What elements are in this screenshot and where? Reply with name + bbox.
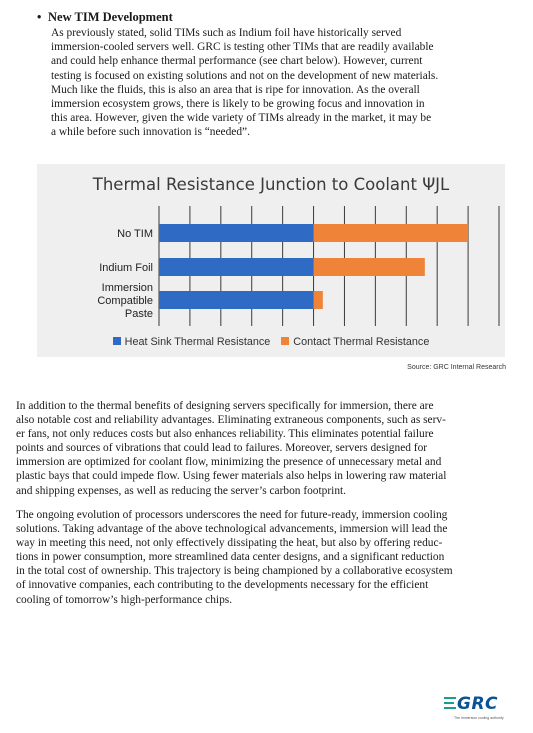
text-line: plastic bays that could impede flow. Using fewer materials also helps in lowering raw material xyxy=(16,470,447,483)
text-line: way in meeting this need, not only effectively dissipating the heat, but also by offering reduc- xyxy=(16,537,443,550)
text-line: cooling of tomorrow’s high-performance chips. xyxy=(16,593,233,606)
chart-title: Thermal Resistance Junction to Coolant ΨJL xyxy=(92,175,450,194)
text-line: a while before such innovation is “needed”. xyxy=(51,126,250,139)
text-line: tions in power consumption, more streamlined data center designs, and a significant reduction xyxy=(16,551,445,564)
section-title: New TIM Development xyxy=(48,10,173,24)
legend-label: Heat Sink Thermal Resistance xyxy=(124,336,271,348)
text-line: testing is focused on existing solutions and not on the development of new materials. xyxy=(51,69,439,82)
bar-heat-sink-2 xyxy=(159,291,314,309)
text-line: immersion are optimized for coolant flow, minimizing the presence of unnecessary metal and xyxy=(16,456,442,469)
text-line: and shipping expenses, as well as reducing the server’s carbon footprint. xyxy=(16,484,347,497)
legend-swatch-heat-sink xyxy=(113,337,121,345)
category-label: Immersion xyxy=(101,282,153,294)
category-label: No TIM xyxy=(117,228,153,240)
logo-tagline: The immersion cooling authority xyxy=(454,716,504,720)
logo-text: GRC xyxy=(457,694,499,714)
text-line: As previously stated, solid TIMs such as Indium foil have historically served xyxy=(51,27,402,39)
text-line: The ongoing evolution of processors underscores the need for future-ready, immersion cooling xyxy=(16,509,448,521)
category-label: Indium Foil xyxy=(99,262,153,274)
legend-item-contact xyxy=(281,336,429,348)
text-line: this area. However, given the wide variety of TIMs already in the market, it may be xyxy=(51,112,432,125)
text-line: immersion ecosystem grows, there is likely to be growing focus and innovation in xyxy=(51,98,425,111)
bar-contact-2 xyxy=(314,291,323,309)
text-line: solutions. Taking advantage of the above technological advancements, immersion will lead the xyxy=(16,523,448,536)
text-line: Much like the fluids, this is also an area that is ripe for innovation. As the overall xyxy=(51,83,420,96)
text-line: and could help enhance thermal performance (see chart below). However, current xyxy=(51,55,423,68)
legend-item-heat-sink xyxy=(113,336,271,348)
text-line: points and sources of vibrations that could lead to failures. Moreover, servers designed for xyxy=(16,442,428,455)
chart-plot xyxy=(37,164,505,357)
text-line: er fans, not only reduces costs but also enhances reliability. This eliminates potential failure xyxy=(16,428,434,441)
chart-source: Source: GRC Internal Research xyxy=(407,364,506,371)
text-line: immersion-cooled servers well. GRC is testing other TIMs that are readily available xyxy=(51,41,434,54)
thermal-resistance-chart xyxy=(37,164,505,357)
category-label: Compatible xyxy=(97,295,153,307)
chart-legend xyxy=(37,336,505,348)
text-line: also notable cost and reliability advantages. Eliminating extraneous components, such as serv- xyxy=(16,414,446,427)
text-line: In addition to the thermal benefits of designing servers specifically for immersion, there are xyxy=(16,400,434,412)
bar-heat-sink-1 xyxy=(159,258,314,276)
paragraph-future-ready xyxy=(16,508,506,607)
section-paragraph xyxy=(51,26,501,140)
legend-swatch-contact xyxy=(281,337,289,345)
text-line: of innovative companies, each contributing to the developments necessary for the efficient xyxy=(16,579,429,592)
category-label: Paste xyxy=(124,308,153,320)
bar-heat-sink-0 xyxy=(159,224,314,242)
text-line: in the total cost of ownership. This trajectory is being championed by a collaborative ecosystem xyxy=(16,565,453,578)
paragraph-cost-reliability xyxy=(16,399,506,498)
legend-label: Contact Thermal Resistance xyxy=(293,336,430,348)
grc-logo xyxy=(443,694,513,724)
bullet-icon: • xyxy=(37,10,42,24)
bar-contact-1 xyxy=(314,258,425,276)
bar-contact-0 xyxy=(314,224,469,242)
section-heading xyxy=(37,10,173,25)
